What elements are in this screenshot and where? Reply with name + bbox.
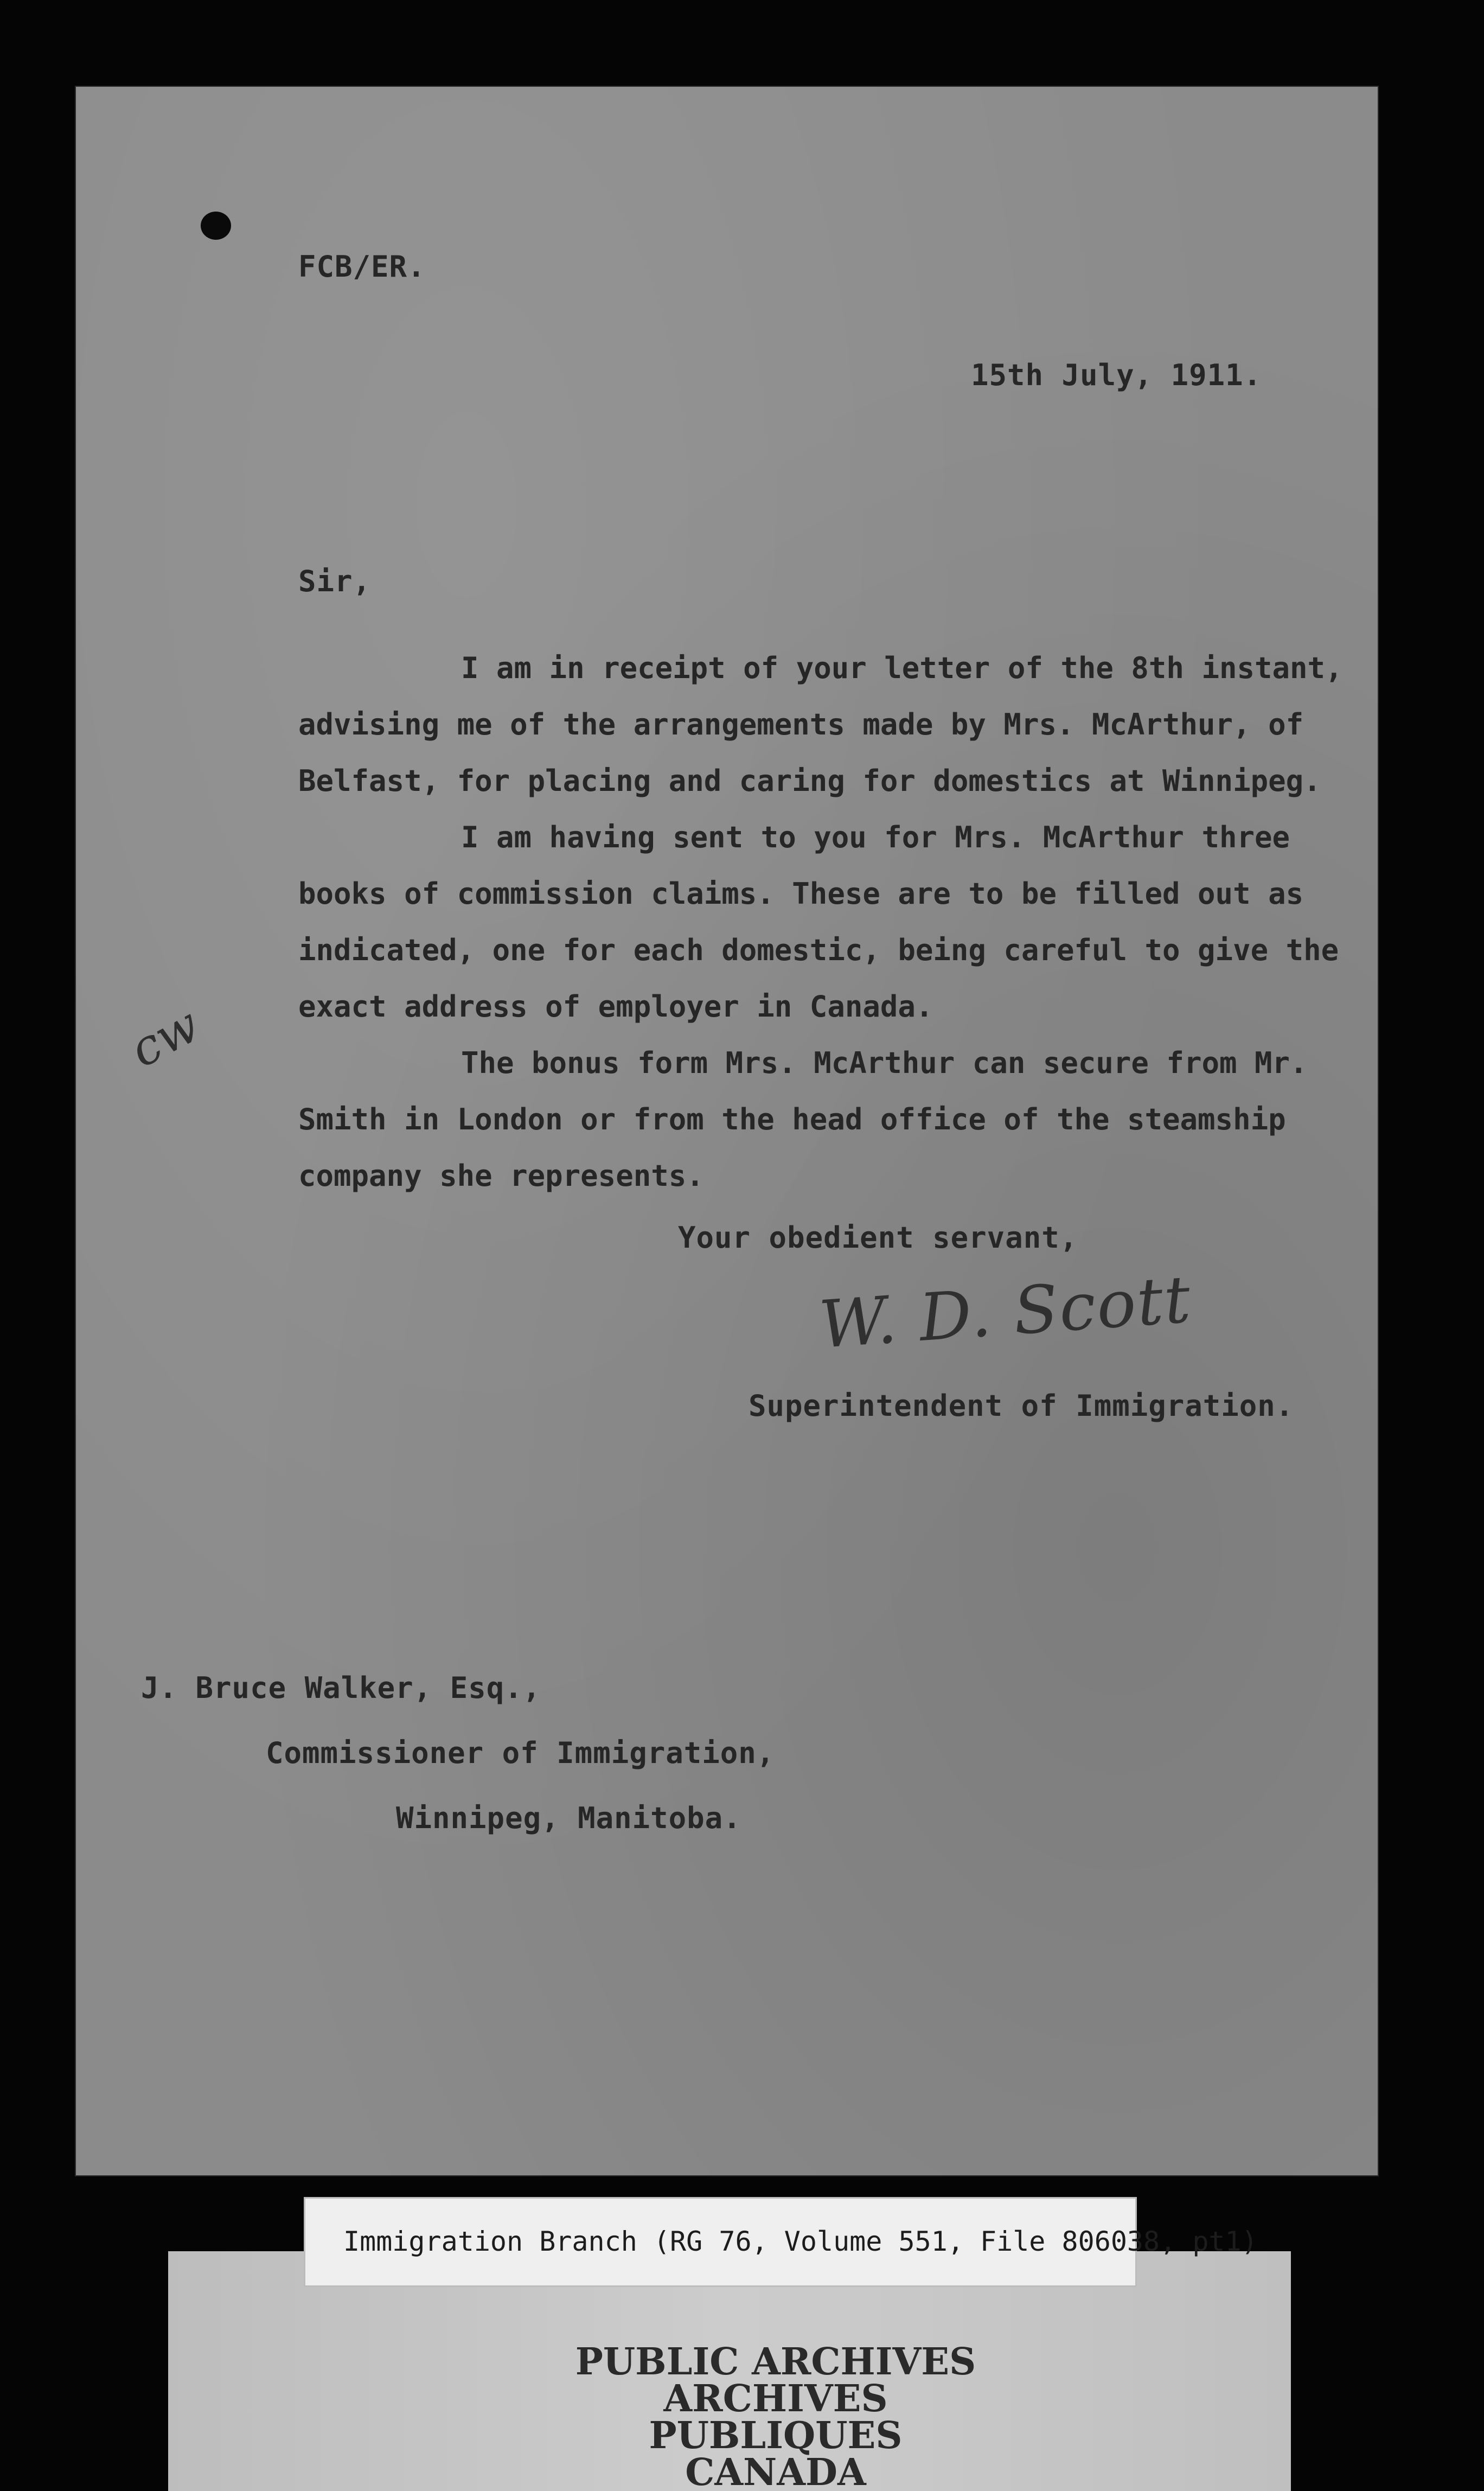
archive-label-card — [304, 2197, 1258, 2287]
archives-stamp — [532, 2340, 1020, 2491]
closing: Your obedient servant, — [678, 1221, 1078, 1255]
body-paragraph: I am in receipt of your letter of the 8th instant, advising me of the arrangements made by Mrs. McArthur, of Belfast, for placing and caring for domestics at Winnipeg. — [298, 651, 1343, 798]
letter-date: 15th July, 1911. — [971, 358, 1262, 392]
stamp-line: PUBLIC ARCHIVES — [575, 2340, 976, 2384]
margin-initials: cw — [120, 996, 209, 1079]
stamp-line: CANADA — [685, 2451, 866, 2491]
recipient-title: Commissioner of Immigration, — [266, 1736, 775, 1770]
recipient-name: J. Bruce Walker, Esq., — [141, 1671, 541, 1705]
handwritten-signature: W. D. Scott — [816, 1262, 1194, 1363]
archive-label: Immigration Branch (RG 76, Volume 551, File 806038, pt1) — [343, 2226, 1258, 2257]
punch-hole — [201, 212, 231, 240]
reference-code: FCB/ER. — [298, 250, 426, 284]
recipient-location: Winnipeg, Manitoba. — [396, 1801, 741, 1835]
letter-sheet — [76, 87, 1378, 2175]
body-paragraph: The bonus form Mrs. McArthur can secure from Mr. Smith in London or from the head office of the steamship company she represents. — [298, 1046, 1308, 1193]
stamp-line: ARCHIVES PUBLIQUES — [649, 2377, 903, 2457]
salutation: Sir, — [298, 564, 372, 598]
body-paragraph: I am having sent to you for Mrs. McArthur three books of commission claims. These are to be filled out as indicated, one for each domestic, being careful to give the exact address of employer in Canada. — [298, 820, 1339, 1024]
letter-body — [298, 640, 1356, 1204]
signature-title: Superintendent of Immigration. — [749, 1389, 1294, 1423]
